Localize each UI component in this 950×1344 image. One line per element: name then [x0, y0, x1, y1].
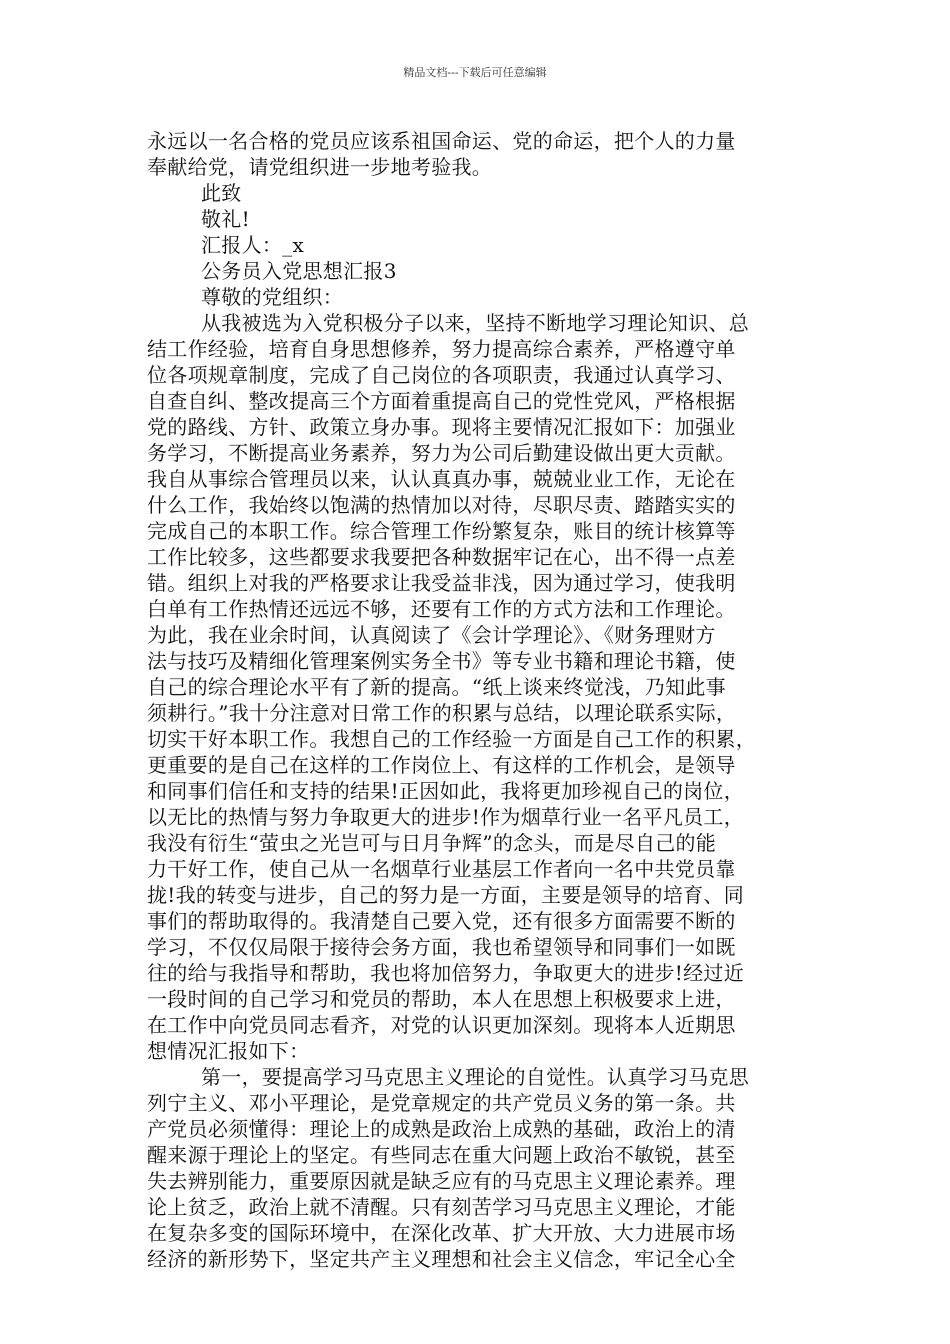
- section-title: 公务员入党思想汇报3: [201, 259, 397, 283]
- text-line: 一段时间的自己学习和党员的帮助，本人在思想上积极要求上进，: [147, 987, 736, 1011]
- text-line: 结工作经验，培育自身思想修养，努力提高综合素养，严格遵守单: [147, 337, 736, 361]
- text-line: 第一，要提高学习马克思主义理论的自觉性。认真学习马克思: [201, 1065, 750, 1089]
- greeting: 尊敬的党组织：: [201, 285, 344, 309]
- text-line: 须耕行。”我十分注意对日常工作的积累与总结，以理论联系实际，: [147, 701, 737, 725]
- paragraph-1: [147, 310, 815, 1064]
- text-line: 自查自纠、整改提高三个方面着重提高自己的党性党风，严格根据: [147, 389, 736, 413]
- text-line: 拢!我的转变与进步，自己的努力是一方面，主要是领导的培育、同: [147, 883, 745, 907]
- text-line: 为此，我在业余时间，认真阅读了《会计学理论》、《财务理财方: [147, 623, 716, 647]
- text-line: 论上贫乏，政治上就不清醒。只有刻苦学习马克思主义理论，才能: [147, 1195, 736, 1219]
- text-line: 在复杂多变的国际环境中，在深化改革、扩大开放、大力进展市场: [147, 1221, 736, 1245]
- text-line: 更重要的是自己在这样的工作岗位上、有这样的工作机会，是领导: [147, 753, 736, 777]
- text-line: 务学习，不断提高业务素养，努力为公司后勤建设做出更大贡献。: [147, 441, 736, 465]
- text-line: 白单有工作热情还远远不够，还要有工作的方式方法和工作理论。: [147, 597, 736, 621]
- text-line: 想情况汇报如下：: [147, 1039, 310, 1063]
- text-line: 和同事们信任和支持的结果!正因如此，我将更加珍视自己的岗位，: [147, 779, 745, 803]
- text-line: 在工作中向党员同志看齐，对党的认识更加深刻。现将本人近期思: [147, 1013, 736, 1037]
- opening-lines: [147, 128, 815, 180]
- text-line: 什么工作，我始终以饱满的热情加以对待，尽职尽责、踏踏实实的: [147, 493, 736, 517]
- text-line: 我自从事综合管理员以来，认认真真办事，兢兢业业工作，无论在: [147, 467, 736, 491]
- text-line: 产党员必须懂得：理论上的成熟是政治上成熟的基础，政治上的清: [147, 1117, 736, 1141]
- text-line: 学习，不仅仅局限于接待会务方面，我也希望领导和同事们一如既: [147, 935, 736, 959]
- text-line: 奉献给党，请党组织进一步地考验我。: [147, 155, 493, 179]
- closing-salutation: 此致: [201, 181, 242, 205]
- text-line: 失去辨别能力，重要原因就是缺乏应有的马克思主义理论素养。理: [147, 1169, 736, 1193]
- text-line: 永远以一名合格的党员应该系祖国命运、党的命运，把个人的力量: [147, 129, 736, 153]
- text-line: 列宁主义、邓小平理论，是党章规定的共产党员义务的第一条。共: [147, 1091, 736, 1115]
- text-line: 从我被选为入党积极分子以来，坚持不断地学习理论知识、总: [201, 311, 750, 335]
- text-line: 力干好工作，使自己从一名烟草行业基层工作者向一名中共党员靠: [147, 857, 736, 881]
- closing-regards: 敬礼!: [201, 207, 250, 231]
- text-line: 位各项规章制度，完成了自己岗位的各项职责，我通过认真学习、: [147, 363, 736, 387]
- text-line: 我没有衍生“萤虫之光岂可与日月争辉”的念头，而是尽自己的能: [147, 831, 717, 855]
- document-body: [147, 128, 815, 1272]
- text-line: 法与技巧及精细化管理案例实务全书》等专业书籍和理论书籍，使: [147, 649, 736, 673]
- text-line: 醒来源于理论上的坚定。有些同志在重大问题上政治不敏锐，甚至: [147, 1143, 736, 1167]
- text-line: 工作比较多，这些都要求我要把各种数据牢记在心，出不得一点差: [147, 545, 736, 569]
- paragraph-2: [147, 1064, 815, 1272]
- text-line: 经济的新形势下，坚定共产主义理想和社会主义信念，牢记全心全: [147, 1247, 736, 1271]
- text-line: 以无比的热情与努力争取更大的进步!作为烟草行业一名平凡员工，: [147, 805, 745, 829]
- text-line: 切实干好本职工作。我想自己的工作经验一方面是自己工作的积累，: [147, 727, 756, 751]
- text-line: 错。组织上对我的严格要求让我受益非浅，因为通过学习，使我明: [147, 571, 736, 595]
- page-header: 精品文档---下载后可任意编辑: [403, 66, 547, 79]
- text-line: 往的给与我指导和帮助，我也将加倍努力，争取更大的进步!经过近: [147, 961, 745, 985]
- reporter-signature: 汇报人：_x: [201, 233, 305, 257]
- text-line: 自己的综合理论水平有了新的提高。“纸上谈来终觉浅，乃知此事: [147, 675, 726, 699]
- text-line: 完成自己的本职工作。综合管理工作纷繁复杂，账目的统计核算等: [147, 519, 736, 543]
- text-line: 事们的帮助取得的。我清楚自己要入党，还有很多方面需要不断的: [147, 909, 736, 933]
- text-line: 党的路线、方针、政策立身办事。现将主要情况汇报如下：加强业: [147, 415, 736, 439]
